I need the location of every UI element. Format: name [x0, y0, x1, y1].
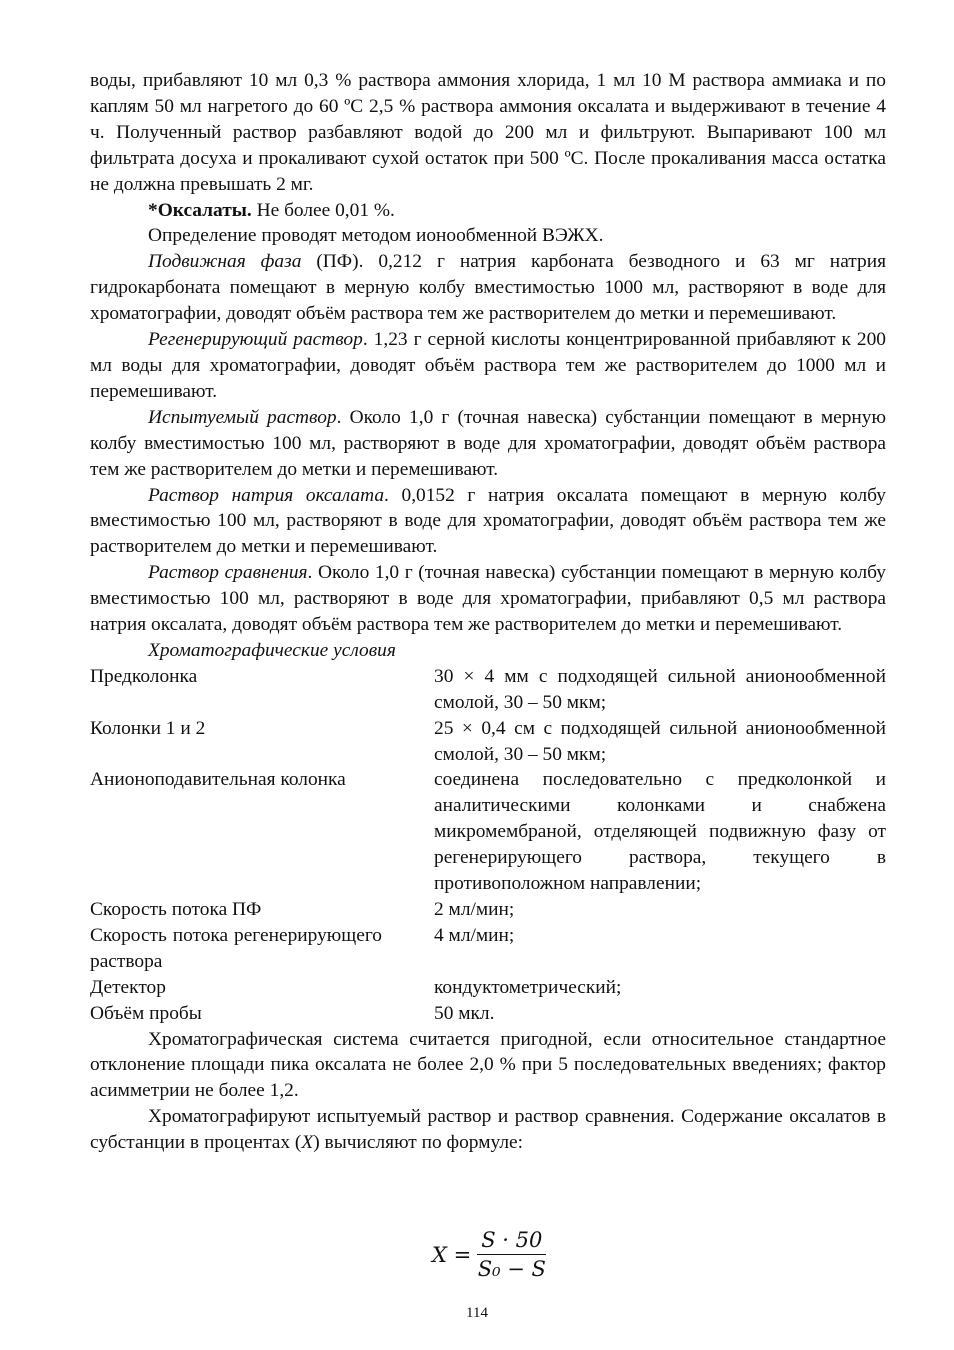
condition-key: Колонки 1 и 2 — [90, 717, 206, 739]
condition-row — [90, 767, 886, 897]
condition-value: соединена последовательно с предколонкой и аналитическими колонками и снабжена микромембраной, отделяющей подвижную фазу от регенерирующего раствора, текущего в противоположном направлении; — [434, 769, 886, 895]
oxalates-heading-paragraph — [90, 198, 886, 224]
condition-key: Детектор — [90, 976, 166, 998]
formula-denominator: S₀ − S — [477, 1257, 546, 1281]
formula-lhs: X = — [432, 1242, 472, 1267]
oxalate-solution-paragraph — [90, 483, 886, 561]
paragraph-ignition: воды, прибавляют 10 мл 0,3 % раствора аммония хлорида, 1 мл 10 М раствора аммиака и по каплям 50 мл нагретого до 60 ºС 2,5 % раствора аммония оксалата и выдерживают в течение 4 ч. Полученный раствор разбавляют водой до 200 мл и фильтруют. Выпаривают 100 мл фильтрата досуха и прокаливают сухой остаток при 500 ºС. После прокаливания масса остатка не должна превышать 2 мг. — [90, 70, 886, 195]
test-solution-text: . Около 1,0 г (точная навеска) субстанции помещают в мерную колбу вместимостью 100 мл, растворяют в воде для хроматографии, доводят объём раствора тем же растворителем до метки и перемешивают. — [90, 406, 886, 480]
condition-key: Скорость потока регенерирующего раствора — [90, 924, 382, 972]
regenerating-solution-paragraph — [90, 327, 886, 405]
conditions-table — [90, 664, 886, 1027]
regenerating-solution-text: . 1,23 г серной кислоты концентрированной прибавляют к 200 мл воды для хроматографии, доводят объём раствора тем же растворителем до 1000 мл и перемешивают. — [90, 329, 887, 402]
regenerating-solution-lead: Регенерирующий раствор — [148, 329, 363, 351]
calculation-text-end: ) вычисляют по формуле: — [313, 1132, 523, 1154]
condition-key: Объём пробы — [90, 1002, 202, 1024]
condition-row — [90, 975, 886, 1001]
document-page — [90, 68, 886, 1156]
condition-value: кондуктометрический; — [434, 976, 622, 998]
condition-key: Предколонка — [90, 665, 198, 687]
oxalate-solution-text: . 0,0152 г натрия оксалата помещают в мерную колбу вместимостью 100 мл, растворяют в воде для хроматографии, доводят объём раствора тем же растворителем до метки и перемешивают. — [90, 484, 886, 558]
condition-value: 50 мкл. — [434, 1002, 495, 1024]
condition-value: 2 мл/мин; — [434, 899, 515, 920]
condition-row — [90, 664, 886, 716]
condition-value: 25 × 0,4 см с подходящей сильной анионообменной смолой, 30 – 50 мкм; — [434, 717, 886, 765]
mobile-phase-text: (ПФ). 0,212 г натрия карбоната безводного и 63 мг натрия гидрокарбоната помещают в мерную колбу вместимостью 1000 мл, растворяют в воде для хроматографии, доводят объём раствора тем же растворителем до метки и перемешивают. — [90, 251, 886, 325]
method-paragraph: Определение проводят методом ионообменной ВЭЖХ. — [148, 225, 604, 247]
formula-numerator: S · 50 — [477, 1228, 546, 1255]
test-solution-paragraph — [90, 405, 886, 483]
calculation-paragraph — [90, 1104, 886, 1156]
reference-solution-paragraph — [90, 560, 886, 638]
oxalates-title: *Оксалаты. — [148, 199, 252, 221]
condition-row — [90, 923, 886, 975]
reference-solution-text: . Около 1,0 г (точная навеска) субстанции помещают в мерную колбу вместимостью 100 мл, растворяют в воде для хроматографии, прибавляют 0,5 мл раствора натрия оксалата, доводят объём раствора тем же растворителем до метки и перемешивают. — [90, 562, 886, 636]
condition-row — [90, 716, 886, 768]
page-number: 114 — [466, 1305, 488, 1321]
reference-solution-lead: Раствор сравнения — [148, 562, 308, 584]
conditions-heading: Хроматографические условия — [148, 639, 396, 661]
condition-row — [90, 1001, 886, 1027]
mobile-phase-paragraph — [90, 249, 886, 327]
oxalate-solution-lead: Раствор натрия оксалата — [148, 484, 385, 506]
calculation-variable: X — [301, 1132, 314, 1154]
condition-value: 30 × 4 мм с подходящей сильной анионообменной смолой, 30 – 50 мкм; — [434, 665, 886, 713]
condition-key: Анионоподавительная колонка — [90, 769, 346, 791]
condition-key: Скорость потока ПФ — [90, 899, 262, 920]
calculation-text-start: Хроматографируют испытуемый раствор и раствор сравнения. Содержание оксалатов в субстанции в процентах ( — [90, 1106, 886, 1154]
mobile-phase-lead: Подвижная фаза — [148, 251, 302, 273]
condition-row — [90, 897, 886, 923]
condition-value: 4 мл/мин; — [434, 924, 515, 946]
oxalates-limit: Не более 0,01 %. — [251, 199, 395, 221]
system-suitability-paragraph: Хроматографическая система считается пригодной, если относительное стандартное отклонение площади пика оксалата не более 2,0 % при 5 последовательных введениях; фактор асимметрии не более 1,2. — [90, 1028, 886, 1102]
test-solution-lead: Испытуемый раствор — [148, 406, 337, 428]
formula-fraction — [477, 1228, 546, 1281]
oxalate-formula — [432, 1228, 546, 1281]
